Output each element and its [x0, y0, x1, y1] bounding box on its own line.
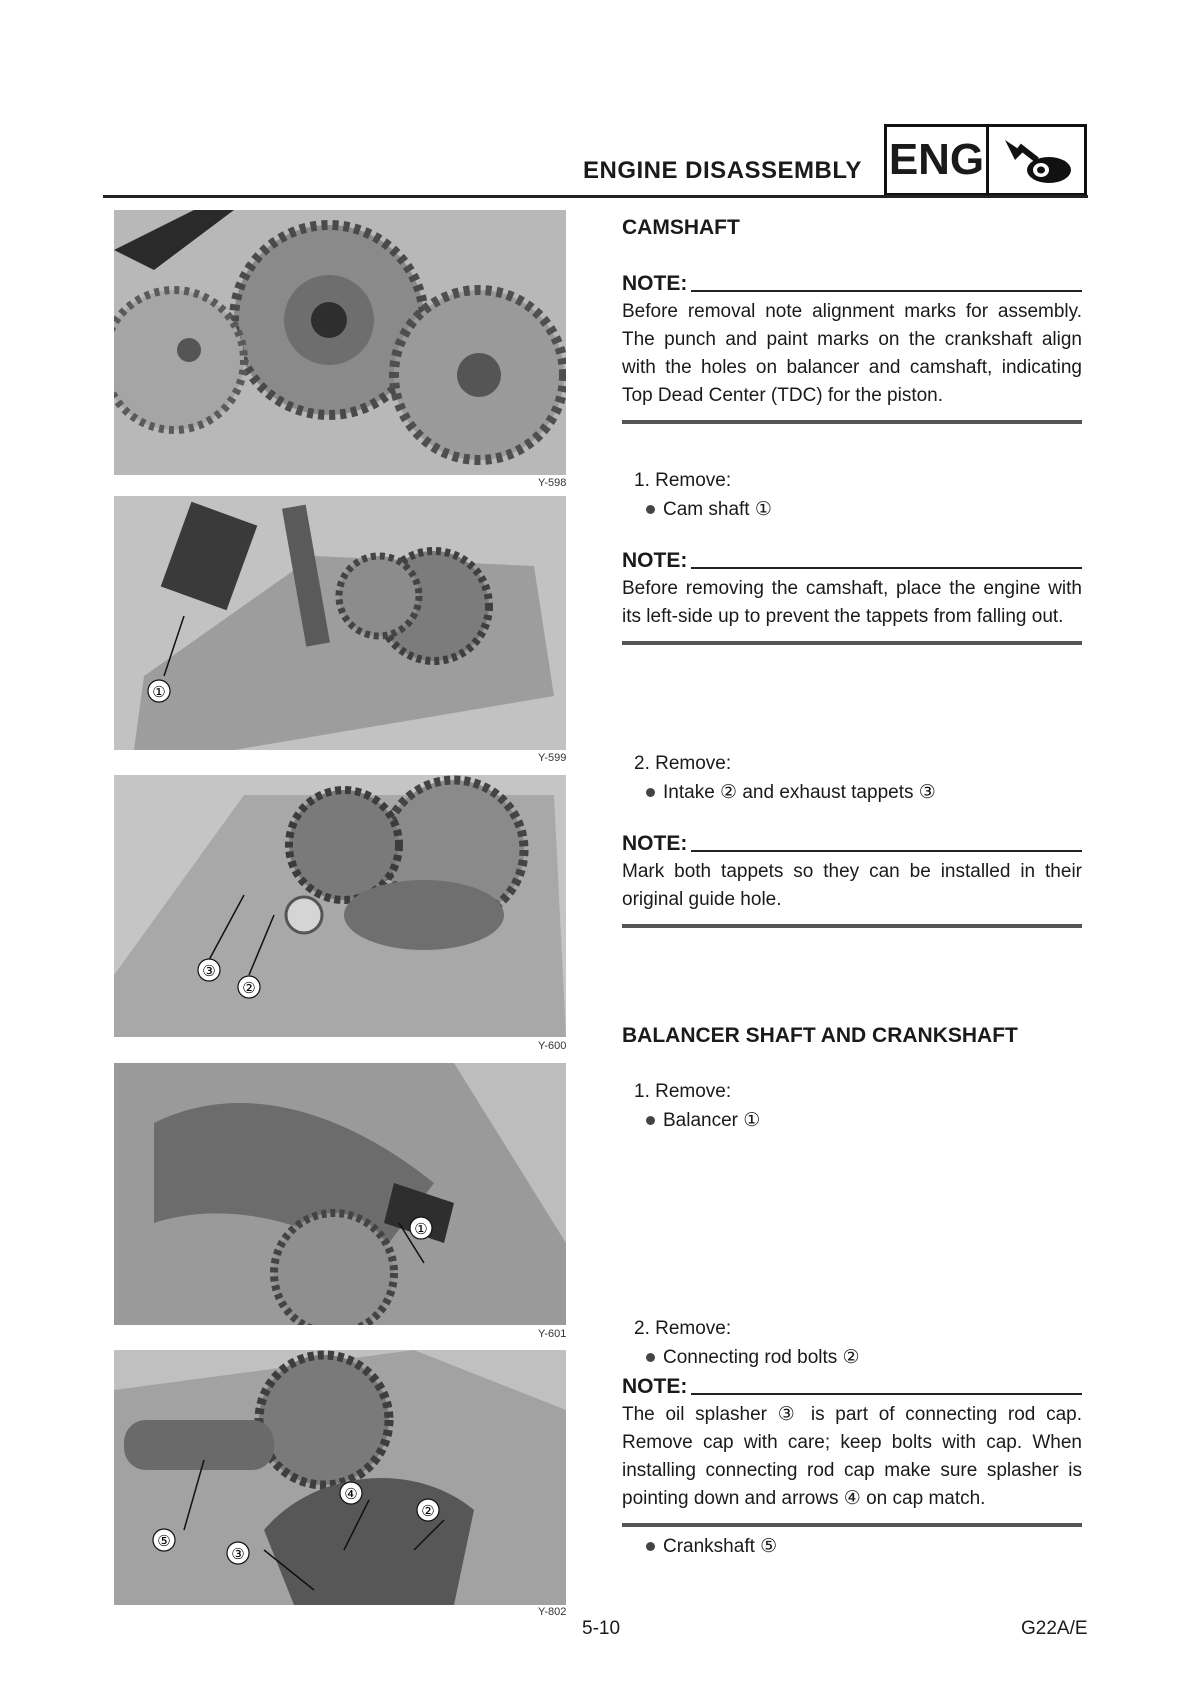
figure-photo-1: [114, 210, 566, 475]
note-block: [622, 549, 1082, 645]
section-header-title: ENGINE DISASSEMBLY: [583, 157, 862, 184]
figure-code: Y-600: [538, 1040, 567, 1052]
figure-code: Y-599: [538, 752, 567, 764]
step-label: 1. Remove:: [634, 1081, 732, 1102]
figure-code: Y-601: [538, 1328, 567, 1340]
step-item: Intake ② and exhaust tappets ③: [663, 782, 936, 803]
figure-photo-2: [114, 496, 566, 750]
note-rule: [622, 1523, 1082, 1527]
note-block: [622, 832, 1082, 928]
callout-5: ⑤: [157, 1532, 171, 1550]
note-rule: [622, 420, 1082, 424]
callout-4: ④: [344, 1485, 358, 1503]
note-text: Before removing the camshaft, place the engine with its left-side up to prevent the tappets from falling out.: [622, 578, 1082, 627]
header-rule: [103, 195, 1088, 198]
figure-photo-4: [114, 1063, 566, 1325]
callout-1: ①: [414, 1220, 428, 1238]
note-text: The oil splasher ③ is part of connecting rod cap. Remove cap with care; keep bolts with cap. When installing connecting rod cap make sure splasher is pointing down and arrows ④ on cap match.: [622, 1404, 1082, 1509]
note-block: [622, 272, 1082, 424]
figure-code: Y-598: [538, 477, 567, 489]
step-remove-crankshaft: [634, 1532, 777, 1561]
note-label: NOTE:: [622, 1375, 688, 1398]
step-remove-camshaft: [634, 466, 772, 524]
bullet-icon: [646, 788, 655, 797]
note-rule: [622, 641, 1082, 645]
section-title-camshaft: CAMSHAFT: [622, 216, 740, 239]
page-number: 5-10: [582, 1618, 621, 1639]
step-item: Crankshaft ⑤: [663, 1536, 778, 1557]
callout-1: ①: [152, 683, 166, 701]
note-label: NOTE:: [622, 272, 688, 295]
step-item: Connecting rod bolts ②: [663, 1347, 860, 1368]
note-label: NOTE:: [622, 549, 688, 572]
bullet-icon: [646, 1116, 655, 1125]
note-rule: [622, 924, 1082, 928]
step-remove-tappets: [634, 749, 936, 807]
note-label: NOTE:: [622, 832, 688, 855]
callout-2: ②: [242, 979, 256, 997]
eng-badge: ENG: [884, 124, 989, 196]
figure-photo-5: [114, 1350, 566, 1605]
step-item: Balancer ①: [663, 1110, 761, 1131]
step-remove-balancer: [634, 1077, 760, 1135]
note-text: Before removal note alignment marks for assembly. The punch and paint marks on the crankshaft align with the holes on balancer and camshaft, indicating Top Dead Center (TDC) for the piston.: [622, 301, 1082, 406]
figure-photo-3: [114, 775, 566, 1037]
step-remove-rod-bolts: [634, 1314, 860, 1372]
callout-3: ③: [231, 1545, 245, 1563]
callout-2: ②: [421, 1502, 435, 1520]
callout-3: ③: [202, 962, 216, 980]
section-title-balancer: BALANCER SHAFT AND CRANKSHAFT: [622, 1024, 1018, 1047]
note-block: [622, 1375, 1082, 1527]
bullet-icon: [646, 1542, 655, 1551]
step-label: 2. Remove:: [634, 753, 732, 774]
bullet-icon: [646, 1353, 655, 1362]
step-label: 2. Remove:: [634, 1318, 732, 1339]
bullet-icon: [646, 505, 655, 514]
note-text: Mark both tappets so they can be installed in their original guide hole.: [622, 861, 1082, 910]
model-code: G22A/E: [1021, 1618, 1088, 1639]
figure-code: Y-802: [538, 1606, 567, 1618]
step-item: Cam shaft ①: [663, 499, 772, 520]
engine-crankshaft-icon: [989, 124, 1087, 196]
step-label: 1. Remove:: [634, 470, 732, 491]
